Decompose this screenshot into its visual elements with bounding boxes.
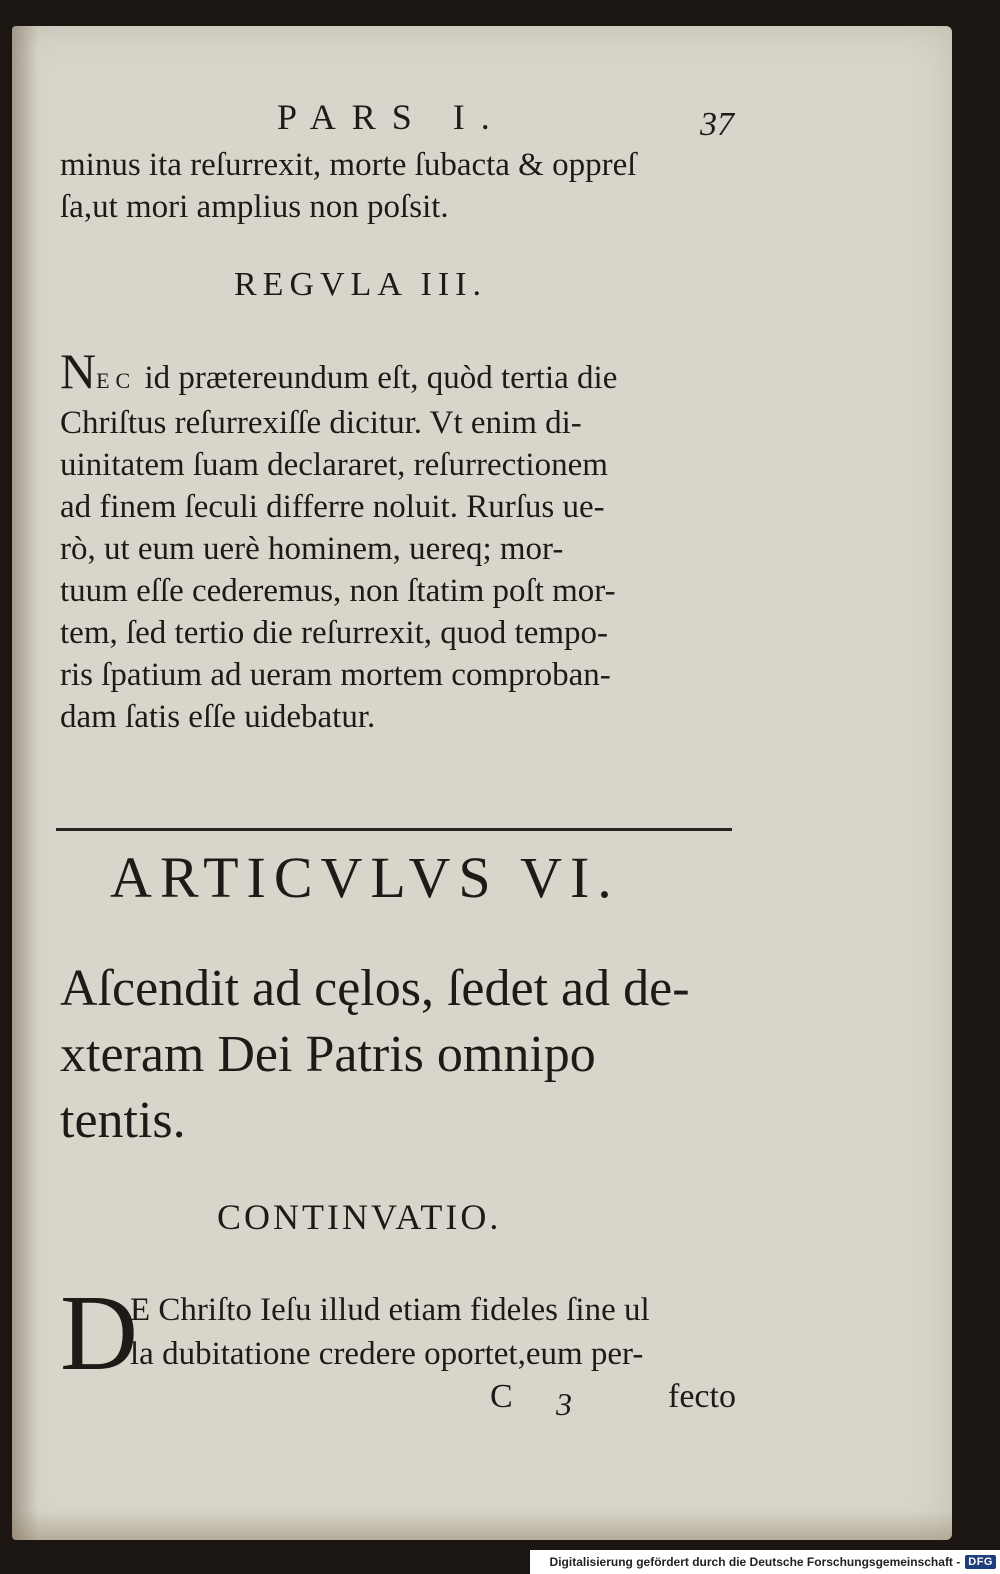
text-line: Aſcendit ad cęlos, ſedet ad de- (60, 960, 690, 1017)
article-text (60, 956, 690, 1154)
signature-number: 3 (556, 1386, 572, 1422)
signature-letter: C (490, 1378, 513, 1415)
text-line: minus ita reſurrexit, morte ſubacta & oppreſ (60, 147, 637, 183)
text-line: uinitatem ſuam declararet, reſurrectionem (60, 447, 608, 483)
continuatio-heading: CONTINVATIO. (217, 1197, 502, 1237)
text-line (60, 343, 618, 402)
first-line-text: id prætereundum eſt, quòd tertia die (136, 360, 618, 396)
rule-paragraph (60, 343, 618, 738)
text-line: xteram Dei Patris omnipo (60, 1026, 596, 1083)
top-paragraph (60, 144, 636, 228)
article-heading: ARTICVLVS VI. (110, 845, 620, 910)
dfg-logo: DFG (965, 1555, 996, 1569)
catchword: fecto (668, 1378, 736, 1415)
text-line: tuum eſſe cederemus, non ſtatim poſt mor- (60, 573, 616, 609)
text-line: E Chriſto Ieſu illud etiam fideles ſine ul (130, 1292, 650, 1328)
text-line: ris ſpatium ad ueram mortem comproban- (60, 657, 611, 693)
rule-heading: REGVLA III. (234, 266, 487, 303)
drop-letter: N (60, 343, 97, 399)
page-number: 37 (700, 106, 734, 143)
horizontal-rule (56, 828, 732, 831)
small-caps-text: EC (96, 368, 137, 393)
text-line: ad finem ſeculi differre noluit. Rurſus ue- (60, 489, 605, 525)
text-line: tem, ſed tertio die reſurrexit, quod tempo- (60, 615, 608, 651)
text-line: ſa,ut mori amplius non poſsit. (60, 189, 449, 225)
text-line: rò, ut eum uerè hominem, uereq; mor- (60, 531, 564, 567)
running-title: PARS I. (277, 97, 506, 137)
digitization-footer (530, 1550, 1000, 1574)
drop-letter: D (60, 1274, 138, 1393)
page-edge-shade (12, 1510, 952, 1540)
spine-shadow (12, 26, 38, 1540)
text-line: dam ſatis eſſe uidebatur. (60, 699, 376, 735)
text-line: Chriſtus reſurrexiſſe dicitur. Vt enim di- (60, 405, 582, 441)
book-page (12, 26, 952, 1540)
text-line: la dubitatione credere oportet,eum per- (130, 1336, 644, 1372)
text-line: tentis. (60, 1092, 186, 1149)
continuatio-paragraph (130, 1288, 650, 1376)
footer-text: Digitalisierung gefördert durch die Deutsche Forschungsgemeinschaft - (549, 1555, 961, 1569)
